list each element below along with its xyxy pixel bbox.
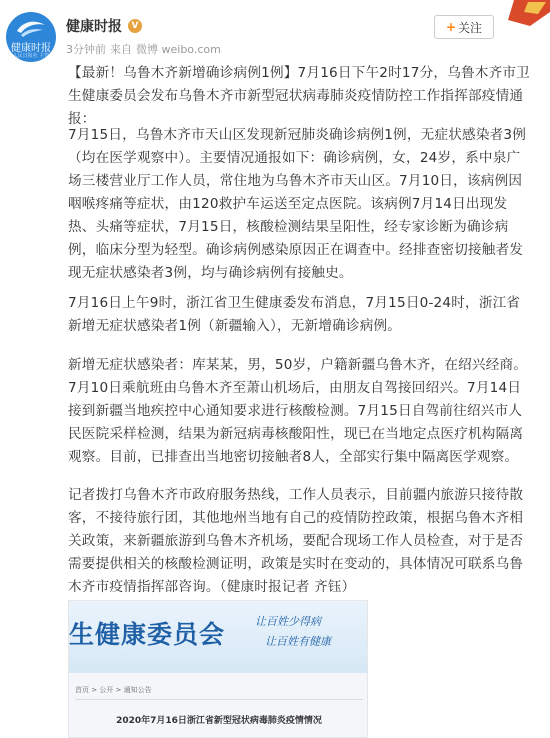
logo-icon (15, 17, 47, 39)
image-caption: 2020年7月16日浙江省新型冠状病毒肺炎疫情情况 (116, 716, 322, 726)
post-paragraph: 记者拨打乌鲁木齐市政府服务热线，工作人员表示，目前疆内旅游只接待散客，不接待旅行团，其他地州当地有自己的疫情防控政策，根据乌鲁木齐相关政策，来新疆旅游到乌鲁木齐机场，要配合现场工作人员检查，对于是否需要提供相关的核酸检测证明，政策是实时在变动的，具体情况可联系乌鲁木齐市疫情指挥部咨询。（健康时报记者 齐钰） (68, 487, 524, 595)
image-title: 生健康委员会 (69, 620, 226, 649)
source-prefix: 来自 (110, 43, 132, 56)
post-header (0, 0, 550, 66)
avatar-logo-subtext: 人民日报社 主管 (12, 53, 50, 59)
image-slogan: 让百姓少得病 (255, 615, 321, 628)
account-name-row (66, 16, 142, 36)
post-meta (66, 41, 221, 57)
image-slogan: 让百姓有健康 (265, 635, 331, 648)
avatar[interactable] (6, 12, 56, 62)
verified-badge-icon (128, 19, 142, 33)
image-banner (69, 601, 368, 673)
post-paragraph: 7月16日上午9时，浙江省卫生健康委发布消息，7月15日0-24时，浙江省新增无症状感染者1例（新疆输入），无新增确诊病例。 (68, 295, 521, 334)
avatar-logo-text: 健康时报 (11, 43, 51, 54)
attached-image[interactable] (68, 600, 368, 738)
post-time[interactable]: 3分钟前 (66, 43, 106, 56)
follow-button-label: 关注 (458, 20, 483, 35)
post-source[interactable]: 微博 weibo.com (136, 43, 221, 56)
post-paragraph: 【最新！乌鲁木齐新增确诊病例1例】7月16日下午2时17分，乌鲁木齐市卫生健康委员会发布乌鲁木齐市新型冠状病毒肺炎疫情防控工作指挥部疫情通报： (68, 65, 530, 127)
post-paragraph: 7月15日，乌鲁木齐市天山区发现新冠肺炎确诊病例1例，无症状感染者3例（均在医学观察中）。主要情况通报如下：确诊病例，女，24岁，系中泉广场三楼营业厅工作人员，常住地为乌鲁木齐市天山区。7月10日，该病例因咽喉疼痛等症状，由120救护车运送至定点医院。该病例7月14日出现发热、头痛等症状，7月15日，核酸检测结果呈阳性，经专家诊断为确诊病例，临床分型为轻型。确诊病例感染原因正在调查中。经排查密切接触者发现无症状感染者3例，均与确诊病例有接触史。 (68, 127, 527, 281)
post-paragraph: 新增无症状感染者：库某某，男，50岁，户籍新疆乌鲁木齐，在绍兴经商。7月10日乘航班由乌鲁木齐至萧山机场后，由朋友自驾接回绍兴。7月14日接到新疆当地疾控中心通知要求进行核酸检测。7月15日自驾前往绍兴市人民医院采样检测，结果为新冠病毒核酸阳性，现已在当地定点医疗机构隔离观察。目前，已排查出当地密切接触者8人，全部实行集中隔离医学观察。 (68, 357, 528, 465)
image-breadcrumb: 首页 > 公开 > 通知公告 (75, 686, 152, 694)
image-divider (75, 699, 363, 700)
corner-decoration-icon (500, 0, 550, 34)
follow-button[interactable] (434, 15, 494, 39)
account-name[interactable]: 健康时报 (66, 19, 122, 35)
plus-icon: + (445, 20, 457, 34)
